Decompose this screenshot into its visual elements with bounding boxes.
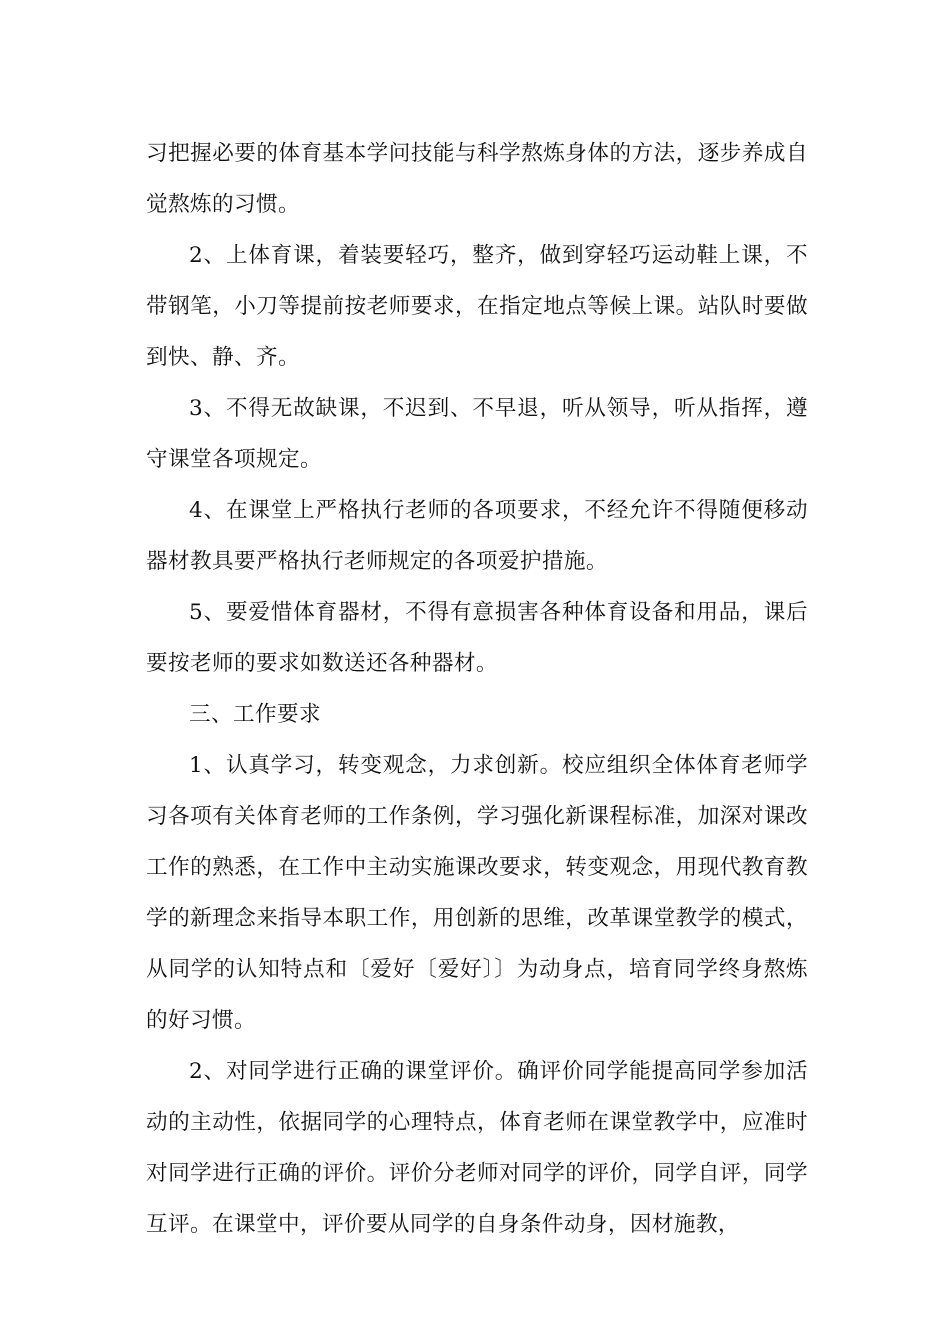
- paragraph-rule-4: 4、在课堂上严格执行老师的各项要求，不经允许不得随便移动器材教具要严格执行老师规定的各项爱护措施。: [146, 498, 808, 574]
- paragraph-requirement-2: 2、对同学进行正确的课堂评价。确评价同学能提高同学参加活动的主动性，依据同学的心理特点，体育老师在课堂教学中，应准时对同学进行正确的评价。评价分老师对同学的评价，同学自评，同学互评。在课堂中，评价要从同学的自身条件动身，因材施教，: [146, 1059, 808, 1237]
- section-heading-work-requirements: 三、工作要求: [189, 702, 321, 727]
- paragraph-continuation: 习把握必要的体育基本学问技能与科学熬炼身体的方法，逐步养成自觉熬炼的习惯。: [146, 141, 808, 217]
- paragraph-rule-5: 5、要爱惜体育器材，不得有意损害各种体育设备和用品，课后要按老师的要求如数送还各种器材。: [146, 600, 808, 676]
- paragraph-rule-3: 3、不得无故缺课，不迟到、不早退，听从领导，听从指挥，遵守课堂各项规定。: [146, 396, 808, 472]
- paragraph-rule-2: 2、上体育课，着装要轻巧，整齐，做到穿轻巧运动鞋上课，不带钢笔，小刀等提前按老师要求，在指定地点等候上课。站队时要做到快、静、齐。: [146, 243, 808, 370]
- paragraph-requirement-1: 1、认真学习，转变观念，力求创新。校应组织全体体育老师学习各项有关体育老师的工作条例，学习强化新课程标准，加深对课改工作的熟悉，在工作中主动实施课改要求，转变观念，用现代教育教学的新理念来指导本职工作，用创新的思维，改革课堂教学的模式，从同学的认知特点和〔爱好〔爱好〕〕为动身点，培育同学终身熬炼的好习惯。: [146, 753, 808, 1033]
- document-body: [146, 128, 808, 1250]
